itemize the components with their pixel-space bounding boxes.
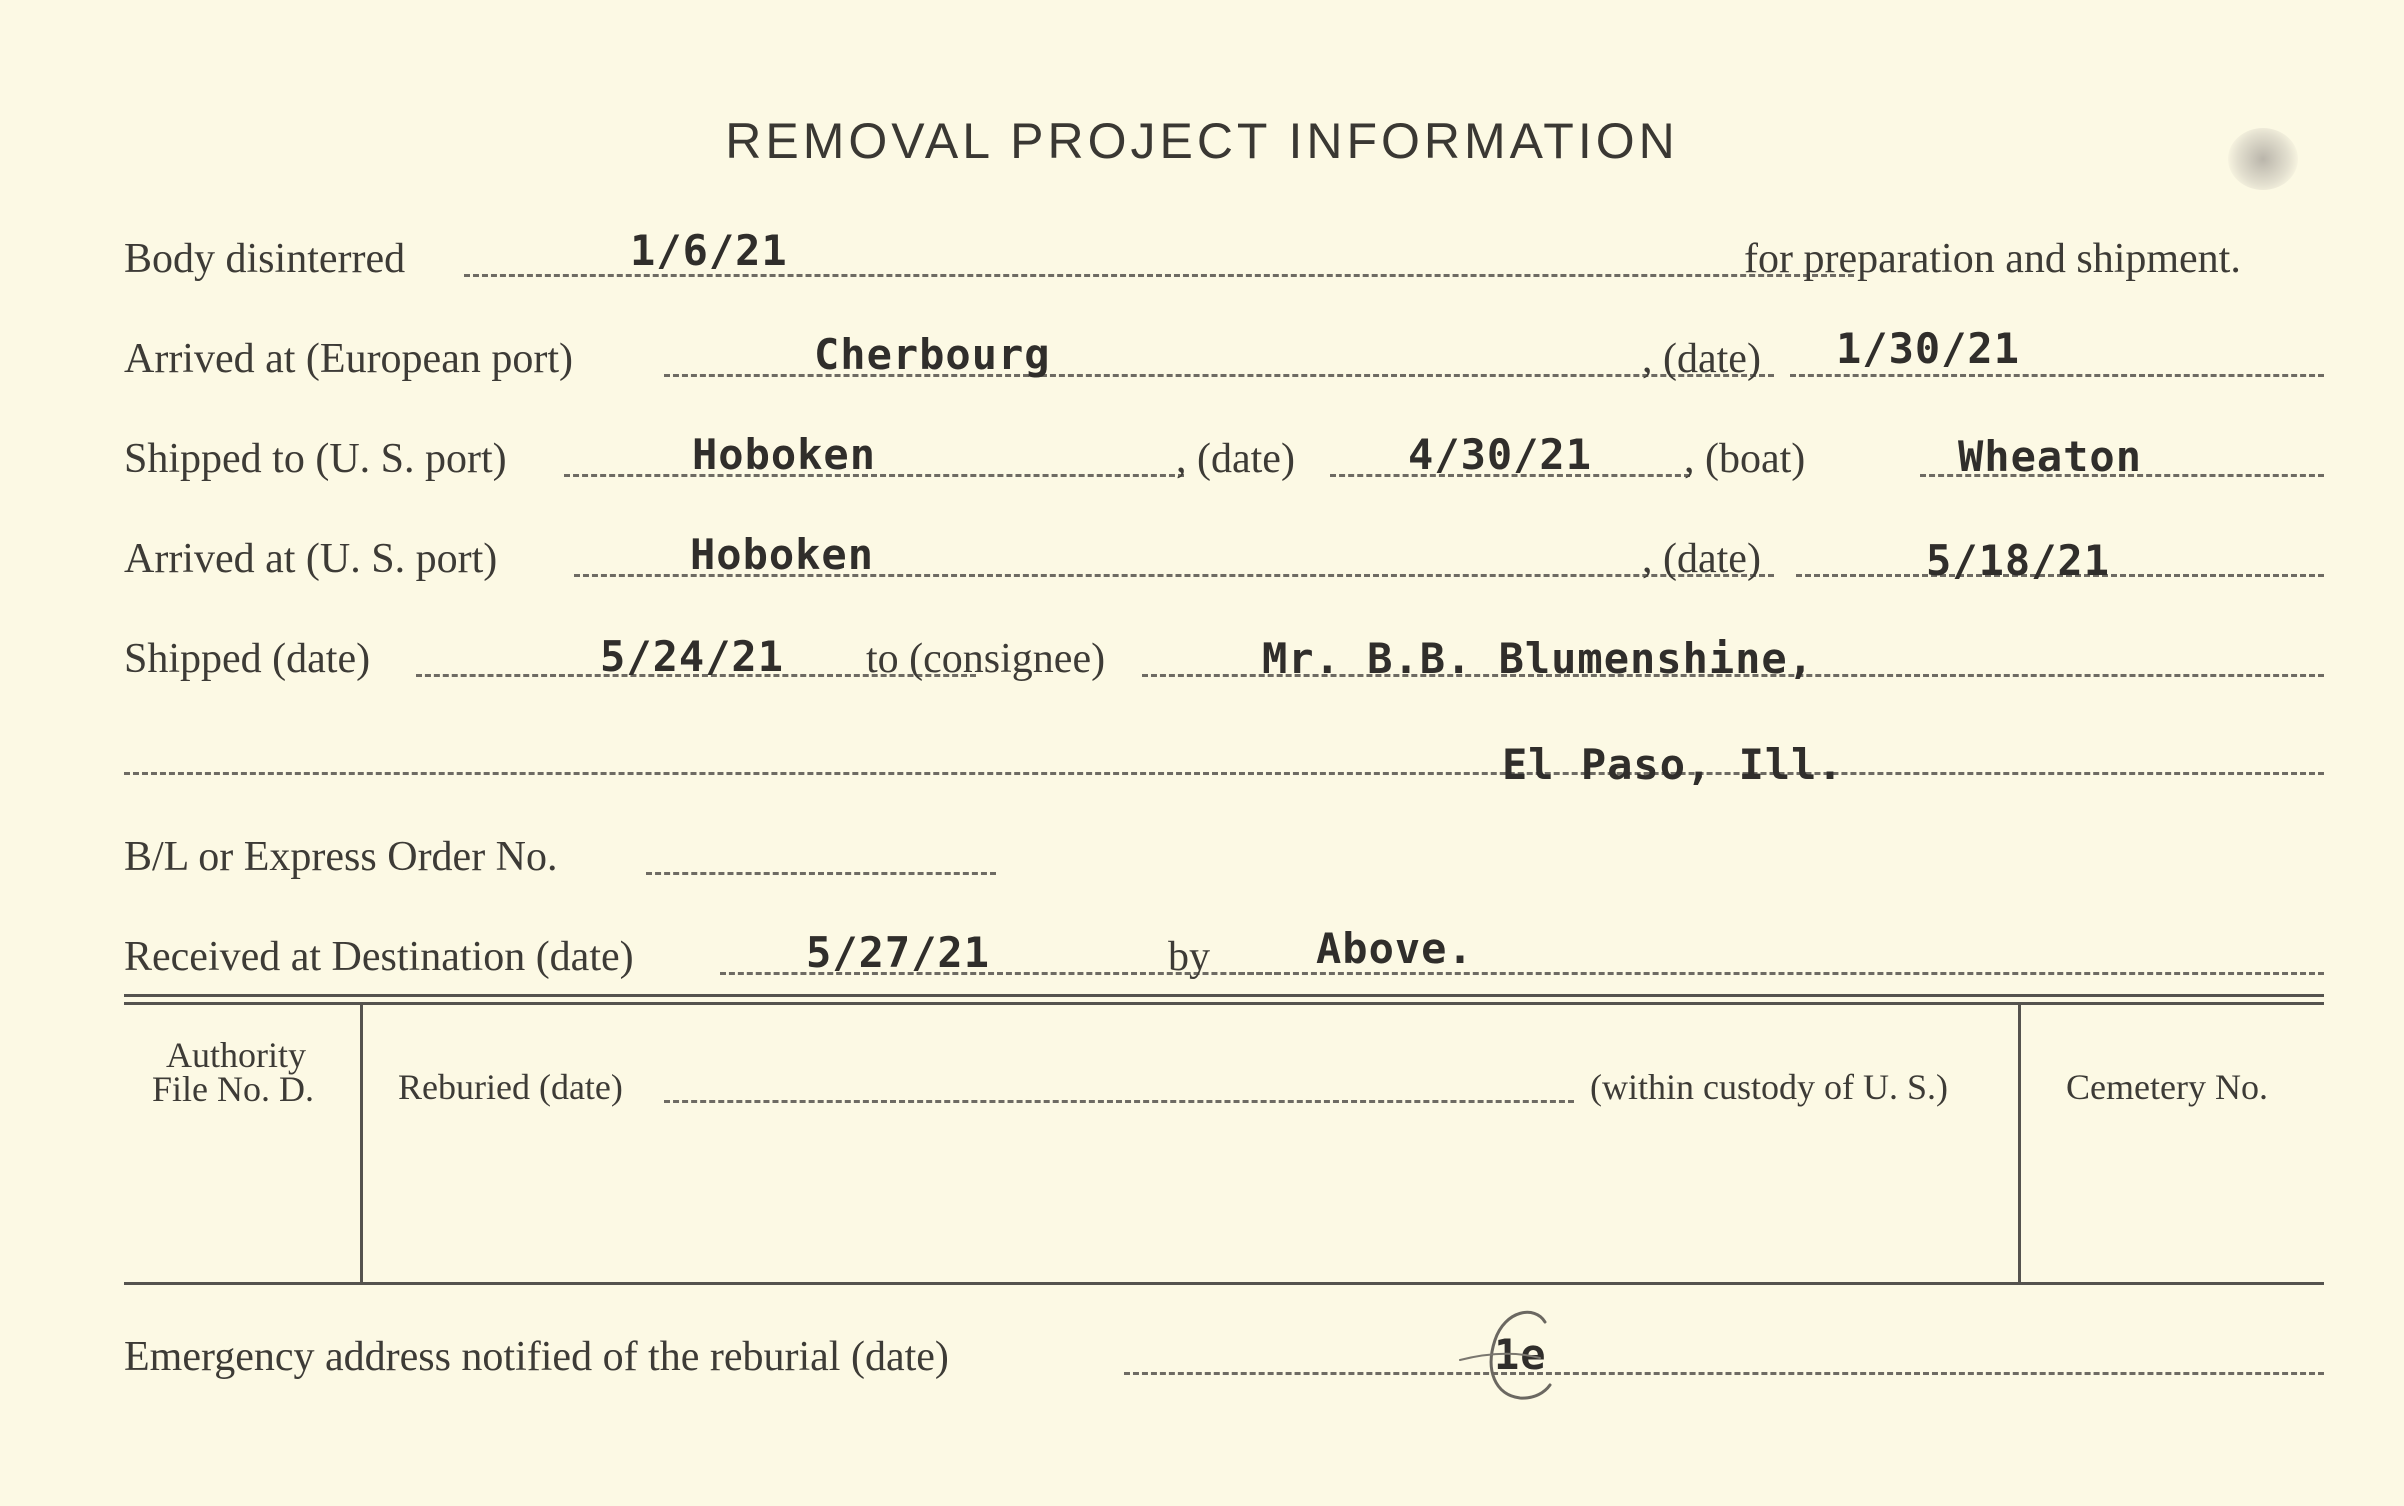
value-disinterred-date: 1/6/21 — [630, 226, 788, 275]
row-shipped-to-us-port — [124, 424, 2324, 494]
box-top-rule — [124, 994, 2324, 997]
label-bl-order: B/L or Express Order No. — [124, 834, 558, 880]
label-received-destination: Received at Destination (date) — [124, 934, 634, 980]
label-authority: Authority — [166, 1035, 306, 1075]
label-cemetery-no: Cemetery No. — [2066, 1067, 2268, 1107]
value-us-arrival-date: 5/18/21 — [1926, 536, 2111, 585]
value-european-port: Cherbourg — [814, 330, 1051, 379]
row-bl-order — [124, 822, 2324, 892]
row-arrived-european-port — [124, 324, 2324, 394]
box-divider-left — [360, 1004, 363, 1282]
value-boat: Wheaton — [1958, 432, 2143, 481]
row-arrived-us-port — [124, 524, 2324, 594]
label-date: , (date) — [1642, 536, 1761, 582]
label-body-disinterred: Body disinterred — [124, 236, 406, 282]
label-arrived-european-port: Arrived at (European port) — [124, 336, 573, 382]
value-consignee-name: Mr. B.B. Blumenshine, — [1262, 634, 1815, 683]
value-received-by: Above. — [1316, 924, 1474, 973]
value-consignee-address: El Paso, Ill. — [1502, 740, 1844, 789]
value-us-port: Hoboken — [692, 430, 877, 479]
label-date: , (date) — [1176, 436, 1295, 482]
label-boat: , (boat) — [1684, 436, 1806, 482]
value-shipped-date: 4/30/21 — [1408, 430, 1593, 479]
value-received-date: 5/27/21 — [806, 928, 991, 977]
handwritten-mark — [1450, 1300, 1570, 1410]
label-shipped-date: Shipped (date) — [124, 636, 371, 682]
row-received-destination — [124, 922, 2324, 992]
label-custody: (within custody of U. S.) — [1590, 1067, 1948, 1107]
card-title: REMOVAL PROJECT INFORMATION — [725, 113, 1679, 169]
label-arrived-us-port: Arrived at (U. S. port) — [124, 536, 498, 582]
row-emergency-address — [124, 1322, 2324, 1392]
label-preparation-shipment: for preparation and shipment. — [1744, 236, 2241, 282]
fill-line — [664, 1100, 1574, 1103]
value-european-arrival-date: 1/30/21 — [1836, 324, 2021, 373]
row-body-disinterred — [124, 224, 2324, 294]
box-top-rule-inner — [124, 1002, 2324, 1005]
value-us-port-arrived: Hoboken — [690, 530, 875, 579]
box-divider-right — [2018, 1004, 2021, 1282]
box-bottom-rule — [124, 1282, 2324, 1285]
label-date: , (date) — [1642, 336, 1761, 382]
fill-line — [646, 872, 996, 875]
row-consignee-address — [124, 722, 2324, 792]
label-reburied-date: Reburied (date) — [398, 1067, 623, 1107]
label-by: by — [1168, 934, 1210, 980]
row-shipped-consignee — [124, 624, 2324, 694]
fill-line — [1124, 1372, 2324, 1375]
label-file-no: File No. D. — [152, 1069, 314, 1109]
fill-line — [124, 772, 2324, 775]
label-shipped-to-us-port: Shipped to (U. S. port) — [124, 436, 507, 482]
label-consignee: to (consignee) — [866, 636, 1106, 682]
value-shipped-date: 5/24/21 — [600, 632, 785, 681]
value-emergency-date: 1e — [1494, 1330, 1547, 1379]
label-emergency-address: Emergency address notified of the reburial (date) — [124, 1334, 949, 1380]
